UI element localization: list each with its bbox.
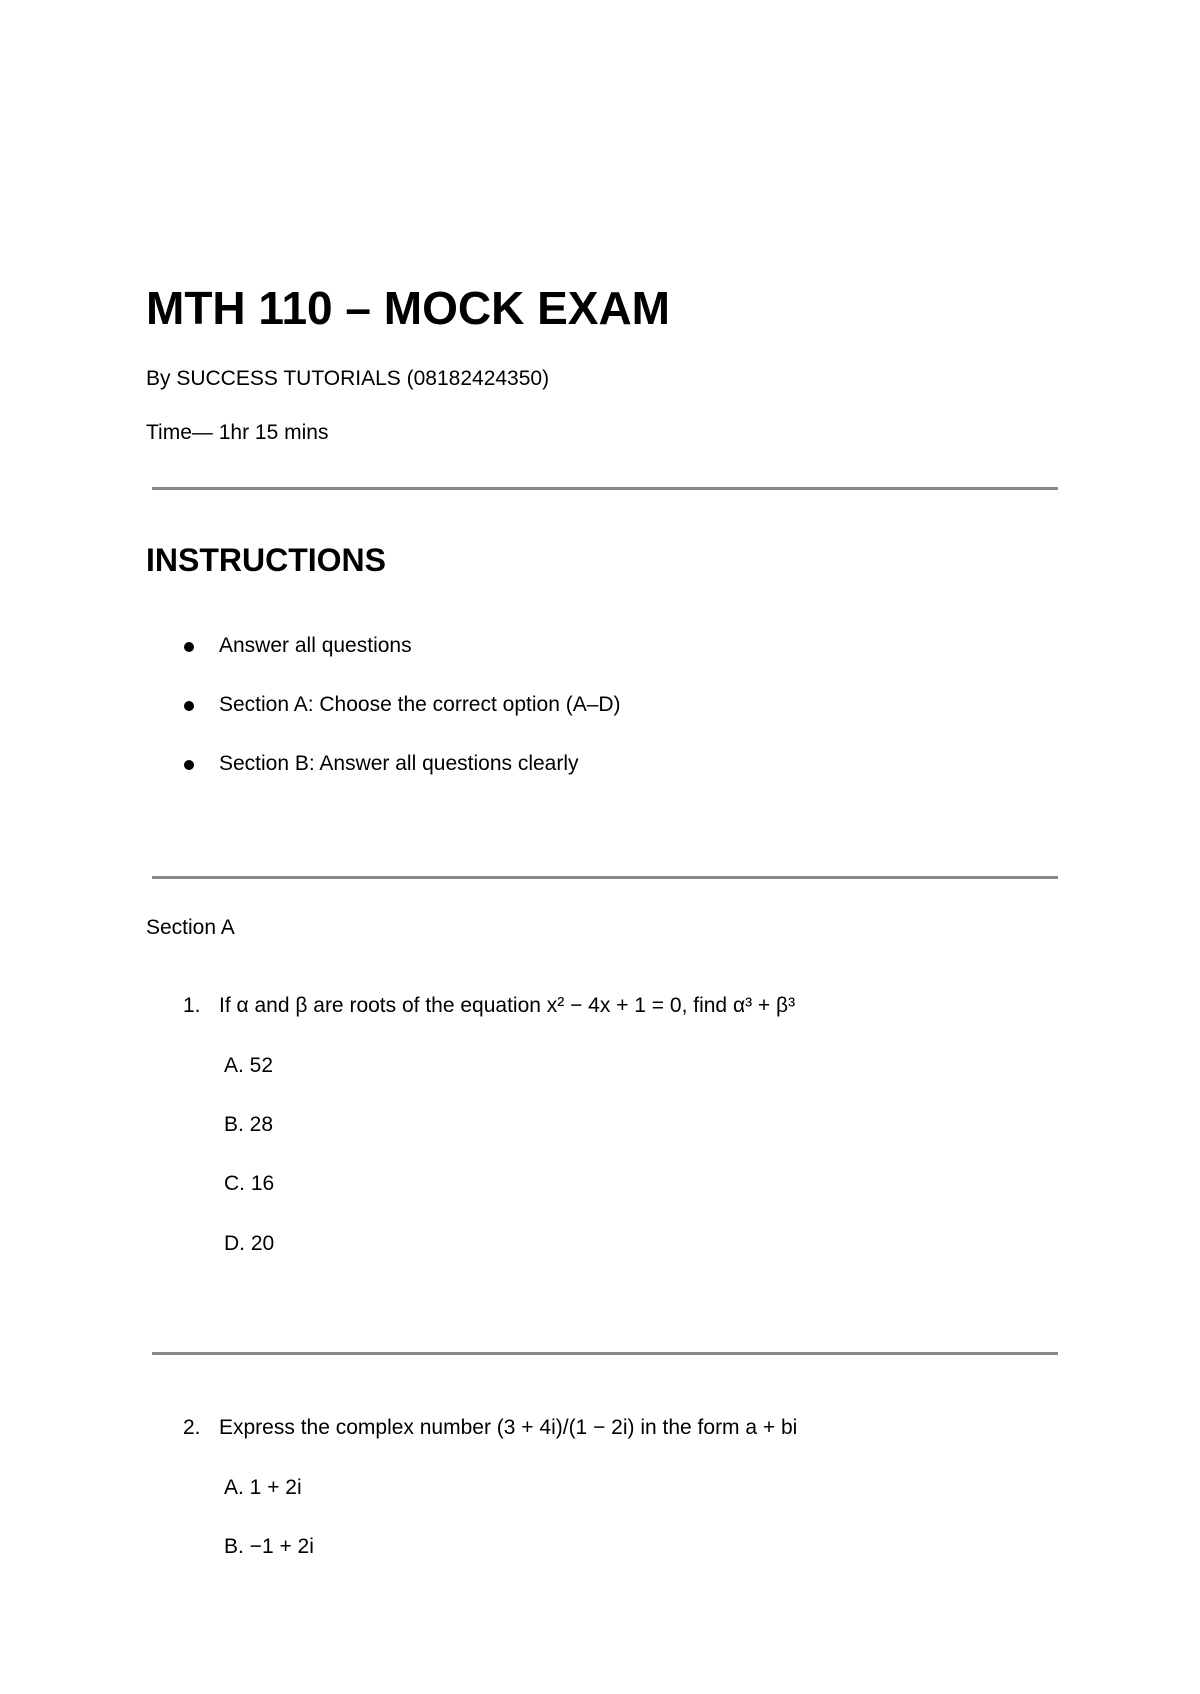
instructions-heading: INSTRUCTIONS	[146, 542, 386, 578]
answer-option: D. 20	[224, 1232, 275, 1255]
answer-option: B. 28	[224, 1113, 274, 1136]
bullet-icon	[184, 760, 194, 770]
instruction-text: Section B: Answer all questions clearly	[219, 752, 579, 775]
answer-option: C. 16	[224, 1172, 275, 1195]
question-number: 2.	[183, 1416, 201, 1439]
instruction-text: Section A: Choose the correct option (A–D)	[219, 693, 621, 716]
divider-2	[152, 876, 1058, 879]
question-text: If α and β are roots of the equation x² − 4x + 1 = 0, find α³ + β³	[219, 994, 796, 1017]
divider-1	[152, 487, 1058, 490]
answer-option: B. −1 + 2i	[224, 1535, 314, 1558]
exam-duration: Time— 1hr 15 mins	[146, 421, 329, 444]
author-byline: By SUCCESS TUTORIALS (08182424350)	[146, 367, 550, 390]
bullet-icon	[184, 701, 194, 711]
page-title: MTH 110 – MOCK EXAM	[146, 282, 670, 334]
bullet-icon	[184, 642, 194, 652]
instruction-text: Answer all questions	[219, 634, 412, 657]
answer-option: A. 52	[224, 1054, 274, 1077]
question-number: 1.	[183, 994, 201, 1017]
section-a-label: Section A	[146, 916, 235, 939]
answer-option: A. 1 + 2i	[224, 1476, 302, 1499]
question-text: Express the complex number (3 + 4i)/(1 − 2i) in the form a + bi	[219, 1416, 798, 1439]
divider-3	[152, 1352, 1058, 1355]
